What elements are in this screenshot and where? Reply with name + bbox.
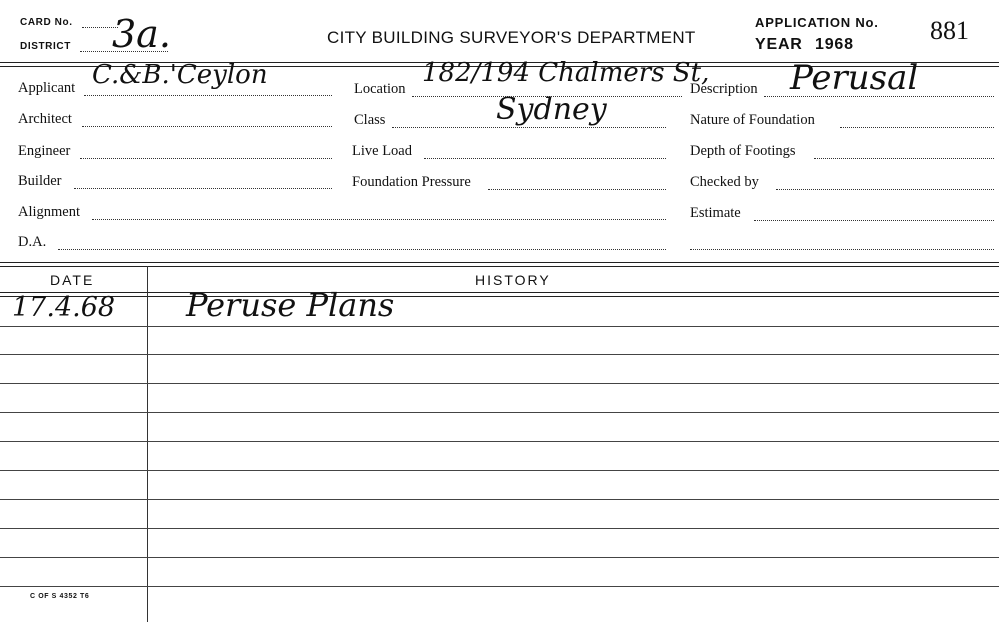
- history-header: HISTORY: [475, 272, 551, 288]
- history-line: [0, 441, 999, 442]
- history-line: [0, 412, 999, 413]
- history-line: [0, 326, 999, 327]
- nature-of-foundation-line: [840, 127, 994, 128]
- history-entry-date: 17.4.68: [12, 292, 116, 323]
- extra-right-line: [690, 249, 994, 250]
- estimate-label: Estimate: [690, 205, 741, 221]
- history-rule-top: [0, 262, 999, 263]
- description-label: Description: [690, 81, 758, 97]
- da-line: [58, 249, 666, 250]
- da-label: D.A.: [18, 234, 47, 250]
- history-line: [0, 383, 999, 384]
- history-header-rule-2: [0, 296, 999, 297]
- foundation-pressure-line: [488, 189, 666, 190]
- district-label: DISTRICT: [20, 41, 71, 52]
- year-label: YEAR: [755, 36, 803, 53]
- class-label: Class: [354, 112, 386, 128]
- class-line: [392, 127, 666, 128]
- location-value: 182/194 Chalmers St,: [422, 58, 710, 88]
- live-load-line: [424, 158, 666, 159]
- history-line: [0, 354, 999, 355]
- history-line: [0, 470, 999, 471]
- engineer-label: Engineer: [18, 143, 71, 159]
- history-rule-second: [0, 266, 999, 267]
- applicant-label: Applicant: [18, 80, 76, 96]
- estimate-line: [754, 220, 994, 221]
- depth-of-footings-label: Depth of Footings: [690, 143, 796, 159]
- location-label: Location: [354, 81, 406, 97]
- history-line: [0, 586, 999, 587]
- nature-of-foundation-label: Nature of Foundation: [690, 112, 815, 128]
- date-column-divider: [147, 266, 148, 622]
- alignment-label: Alignment: [18, 204, 81, 220]
- architect-label: Architect: [18, 111, 72, 127]
- foundation-pressure-label: Foundation Pressure: [352, 174, 471, 190]
- engineer-line: [80, 158, 332, 159]
- card-no-label: CARD No.: [20, 17, 73, 28]
- history-header-rule-1: [0, 292, 999, 293]
- builder-line: [74, 188, 332, 189]
- description-value: Perusal: [790, 58, 919, 98]
- application-no-value: 881: [930, 16, 969, 45]
- applicant-line: [84, 95, 332, 96]
- applicant-value: C.&B.'Ceylon: [92, 60, 268, 90]
- builder-label: Builder: [18, 173, 62, 189]
- alignment-line: [92, 219, 666, 220]
- history-line: [0, 557, 999, 558]
- history-line: [0, 528, 999, 529]
- history-line: [0, 499, 999, 500]
- date-header: DATE: [50, 272, 95, 288]
- history-entry-text: Peruse Plans: [186, 286, 395, 324]
- checked-by-line: [776, 189, 994, 190]
- checked-by-label: Checked by: [690, 174, 759, 190]
- architect-line: [82, 126, 332, 127]
- location-value-city: Sydney: [496, 92, 607, 127]
- depth-of-footings-line: [814, 158, 994, 159]
- live-load-label: Live Load: [352, 143, 412, 159]
- district-value: 3a.: [112, 12, 171, 56]
- application-no-label: APPLICATION No.: [755, 15, 879, 30]
- print-code: C OF S 4352 T6: [30, 593, 90, 600]
- department-title: CITY BUILDING SURVEYOR'S DEPARTMENT: [327, 28, 696, 47]
- year-value: 1968: [815, 36, 854, 53]
